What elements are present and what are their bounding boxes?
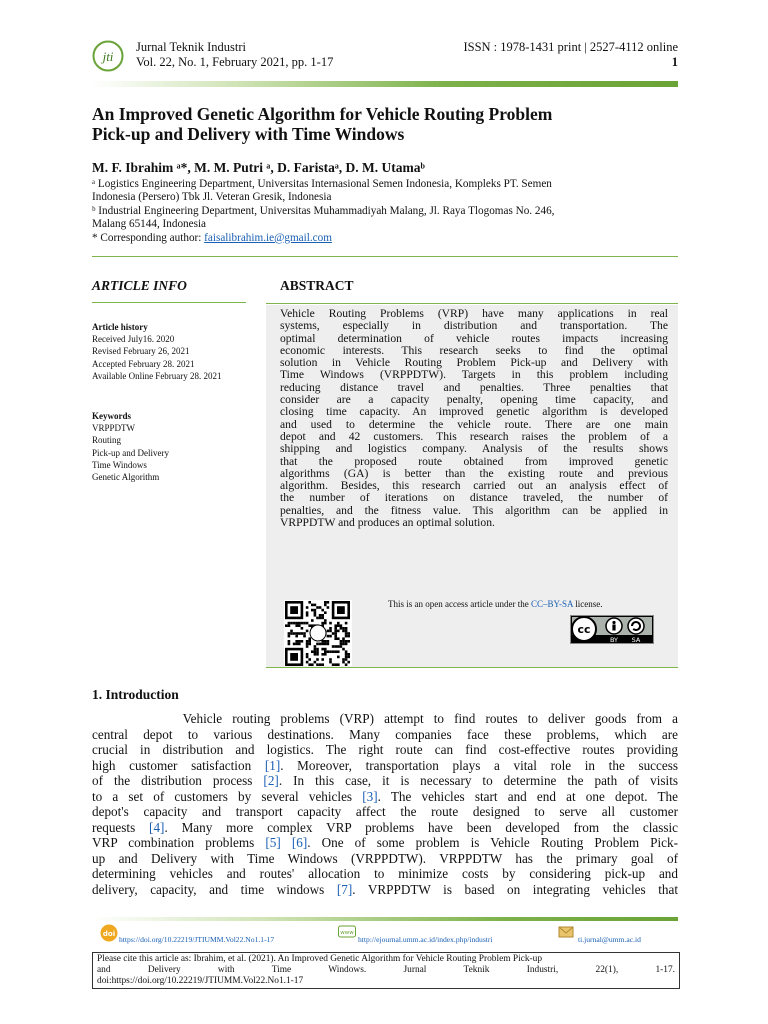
online-date: Available Online February 28. 2021 <box>92 370 222 381</box>
body-line <box>92 711 678 727</box>
abstract-line: and used to determine the vehicle route. There are one main <box>280 417 668 431</box>
body-text: high customer satisfaction <box>92 757 265 773</box>
history-label: Article history <box>92 322 148 332</box>
keyword: Pick-up and Delivery <box>92 447 169 458</box>
introduction-body <box>92 711 678 897</box>
body-line <box>92 866 678 882</box>
email-icon <box>558 924 574 940</box>
keyword: Genetic Algorithm <box>92 472 160 483</box>
svg-text:www: www <box>340 930 354 936</box>
reference-link[interactable]: [6] <box>291 835 308 850</box>
citation-line-1: Please cite this article as: Ibrahim, et al. (2021). An Improved Genetic Algorithm for Vehicle Routing Problem Pick-up <box>97 954 543 964</box>
affiliation-b-line-1: ᵇ Industrial Engineering Department, Universitas Muhammadiyah Malang, Jl. Raya Tlogomas No. 246, <box>92 204 555 217</box>
journal-volume: Vol. 22, No. 1, February 2021, pp. 1-17 <box>136 55 334 69</box>
body-line <box>92 835 678 851</box>
keywords <box>92 410 169 483</box>
reference-link[interactable]: [3] <box>362 788 378 804</box>
body-text: central depot to various destinations. Many companies face these problems, which are <box>92 726 678 742</box>
abstract-line: VRPPDTW and produces an optimal solution. <box>280 516 495 530</box>
abstract-divider <box>266 303 678 304</box>
body-text: to a set of customers by several vehicles <box>92 788 363 804</box>
open-access-notice <box>388 599 602 609</box>
by-person-icon <box>612 621 615 624</box>
body-text: Vehicle routing problems (VRP) attempt to find routes to deliver goods from a <box>92 711 678 726</box>
body-text: determining vehicles and routes' allocation to minimize costs by considering pick-up and <box>92 866 678 881</box>
affiliation-a-line-2: Indonesia (Persero) Tbk Jl. Veteran Gresik, Indonesia <box>92 191 332 204</box>
abstract-line: closing time capacity. An improved genetic algorithm is developed <box>280 405 668 419</box>
body-line <box>92 820 678 836</box>
accepted-date: Accepted February 28. 2021 <box>92 358 195 369</box>
reference-link[interactable]: [2] <box>263 773 279 788</box>
abstract-line: reducing distance travel and penalties. Three penalties that <box>280 380 668 394</box>
body-text: depot's capacity and transport capacity affect the route designed to serve all customer <box>92 804 678 819</box>
abstract-line: optimal determination of vehicle routes impacts increasing <box>280 331 668 345</box>
reference-link[interactable]: [1] <box>264 757 281 773</box>
body-text <box>281 835 292 850</box>
header-divider <box>92 81 678 87</box>
journal-logo <box>92 40 124 72</box>
article-title <box>92 104 692 144</box>
body-line <box>92 851 678 867</box>
authors: M. F. Ibrahim ᵃ*, M. M. Putri ᵃ, D. Faristaᵃ, D. M. Utamaᵇ <box>92 160 425 175</box>
page-number: 1 <box>671 55 678 69</box>
article-history <box>92 321 222 382</box>
cc-by-sa-badge[interactable] <box>570 615 654 644</box>
abstract-line: Vehicle Routing Problems (VRP) have many applications in real <box>280 307 668 320</box>
received-date: Received July16. 2020 <box>92 334 175 345</box>
abstract-line: that the proposed route obtained from improved genetic <box>280 454 668 468</box>
body-text: crucial in distribution and logistics. The right route can find cost-effective routes providing <box>92 742 678 757</box>
abstract-text <box>280 308 668 529</box>
citation-line-3: doi:https://doi.org/10.22219/JTIUMM.Vol22.No1.1-17 <box>97 976 304 986</box>
body-line <box>92 727 678 743</box>
corresponding-author <box>92 232 678 245</box>
body-text: of the distribution process <box>92 773 264 788</box>
abstract-line: algorithms (GA) is better than the existing route and previous <box>280 466 668 480</box>
cc-icon: cc <box>577 623 591 636</box>
abstract-line: solution in Vehicle Routing Problem Pick-up and Delivery with <box>280 356 668 370</box>
body-text: . Moreover, transportation plays a vital role in the success <box>280 757 679 773</box>
cc-sa-label: SA <box>631 636 641 644</box>
abstract-line: consider are a capacity penalty, opening time capacity, and <box>280 393 668 407</box>
oa-suffix: license. <box>572 599 603 609</box>
title-line-1: An Improved Genetic Algorithm for Vehicle Routing Problem <box>92 104 553 124</box>
reference-link[interactable]: [5] <box>265 835 281 850</box>
corresponding-email-link[interactable]: faisalibrahim.ie@gmail.com <box>204 231 332 244</box>
keyword: Routing <box>92 435 122 446</box>
abstract-line: depot and 42 customers. This research raises the problem of a <box>280 429 668 443</box>
body-text: . VRPPDTW is based on integrating vehicles that <box>352 881 678 897</box>
body-text: . In this case, it is necessary to determine the path of visits <box>278 773 678 788</box>
qr-code <box>284 600 352 666</box>
abstract-line: economic interests. This research seeks to find the optimal <box>280 343 668 357</box>
body-text: VRP combination problems <box>92 835 266 850</box>
journal-website-link[interactable]: http://ejournal.umm.ac.id/index.php/industri <box>358 935 493 944</box>
journal-header <box>136 40 333 70</box>
reference-link[interactable]: [4] <box>149 819 165 835</box>
license-link[interactable]: CC–BY-SA <box>530 599 573 609</box>
abstract-line: algorithm. Besides, this research carried out an analysis effect of <box>280 479 668 493</box>
body-text: requests <box>92 819 150 835</box>
doi-icon <box>100 924 116 940</box>
body-line <box>92 773 678 789</box>
body-line <box>92 789 678 805</box>
doi-link[interactable]: https://doi.org/10.22219/JTIUMM.Vol22.No1.1-17 <box>119 935 275 944</box>
reference-link[interactable]: [7] <box>336 881 353 897</box>
title-line-2: Pick-up and Delivery with Time Windows <box>92 124 405 144</box>
abstract-bottom-divider <box>266 667 678 668</box>
section-heading-introduction: 1. Introduction <box>92 687 179 702</box>
email-link[interactable]: ti.jurnal@umm.ac.id <box>578 935 641 944</box>
body-text: . The vehicles start and end at one depot. The <box>377 788 678 804</box>
article-info-divider <box>92 302 246 303</box>
abstract-line: penalties, and the fitness value. This algorithm can be applied in <box>280 503 668 517</box>
oa-prefix: This is an open access article under the <box>388 599 531 609</box>
body-line <box>92 758 678 774</box>
cc-by-label: BY <box>609 636 619 644</box>
revised-date: Revised February 26, 2021 <box>92 346 190 357</box>
body-line <box>92 882 678 898</box>
affiliation-a-line-1: ᵃ Logistics Engineering Department, Universitas Internasional Semen Indonesia, Kompleks PT. Semen <box>92 178 552 190</box>
issn-header <box>463 40 678 70</box>
body-text: up and Delivery with Time Windows (VRPPDTW). VRPPDTW has the primary goal of <box>92 850 678 866</box>
keywords-label: Keywords <box>92 411 131 421</box>
abstract-line: the number of iterations on distance traveled, the number of <box>280 491 668 505</box>
corresponding-label: * Corresponding author: <box>92 231 205 244</box>
keyword: Time Windows <box>92 459 147 470</box>
body-line <box>92 804 678 820</box>
abstract-line: shipping and logistics company. Analysis of the results shows <box>280 442 668 456</box>
body-line <box>92 742 678 758</box>
body-text: delivery, capacity, and time windows <box>92 881 337 897</box>
abstract-line: systems, especially in distribution and transportation. The <box>280 319 668 333</box>
logo-text: jti <box>102 49 114 64</box>
body-text: . Many more complex VRP problems have been developed from the classic <box>164 819 678 835</box>
web-icon <box>338 924 356 940</box>
affiliations <box>92 178 678 245</box>
footer-divider <box>92 917 678 921</box>
divider-top <box>92 256 678 257</box>
journal-name: Jurnal Teknik Industri <box>136 40 246 54</box>
issn: ISSN : 1978-1431 print | 2527-4112 online <box>463 40 678 54</box>
svg-text:doi: doi <box>102 930 116 938</box>
citation-box <box>92 952 680 989</box>
abstract-heading: ABSTRACT <box>280 278 354 293</box>
keyword: VRPPDTW <box>92 423 136 434</box>
affiliation-b-line-2: Malang 65144, Indonesia <box>92 218 207 231</box>
article-info-heading: ARTICLE INFO <box>92 278 187 293</box>
body-text: . One of some problem is Vehicle Routing Problem Pick- <box>307 835 679 850</box>
citation-line-2: and Delivery with Time Windows. Jurnal Teknik Industri, 22(1), 1-17. <box>97 965 675 975</box>
abstract-line: Time Windows (VRPPDTW). Targets in this problem including <box>280 368 668 382</box>
